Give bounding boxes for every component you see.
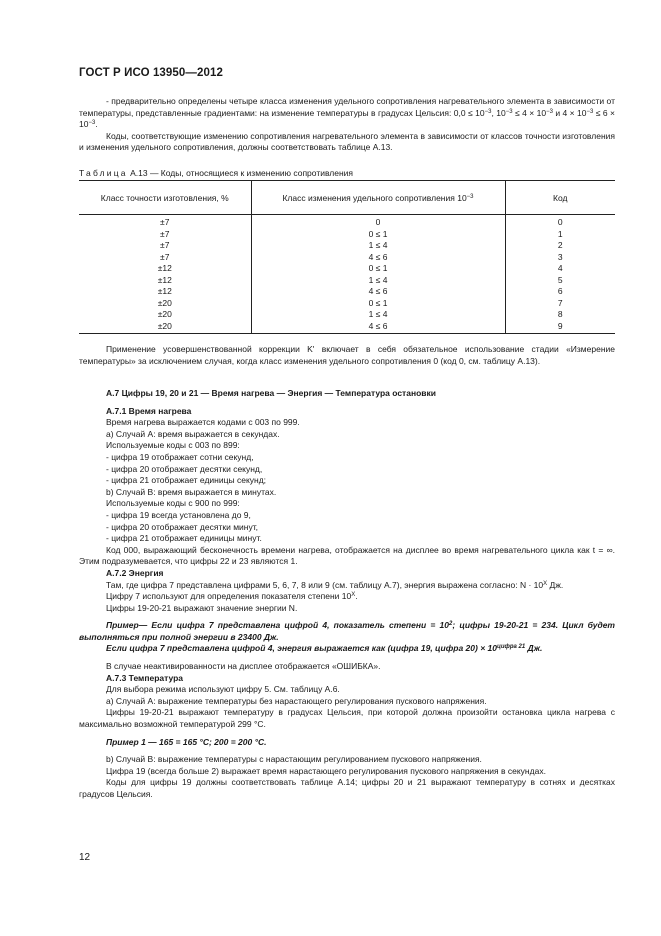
heating-line: - цифра 20 отображает десятки минут, [106, 521, 259, 532]
table-row [79, 252, 615, 264]
code000-paragraph: Код 000, выражающий бесконечность времени нагрева, отображается на дисплее во время нагревательного цикла как t = ∞. Этим подразумевается, что цифры 22 и 23 являются 1. [79, 544, 615, 567]
table-cell: 1 ≤ 4 [251, 240, 505, 252]
energy-example-2: Если цифра 7 представлена цифрой 4, энергия выражается как (цифра 19, цифра $20) \times 10^{цифра 21}$ Дж. [106, 643, 543, 654]
after-table-block [79, 344, 615, 367]
heating-line: - цифра 19 всегда установлена до 9, [106, 509, 251, 520]
temperature-line: Для выбора режима используют цифру 5. См. таблицу А.6. [106, 684, 340, 695]
table-cell: 1 ≤ 4 [251, 275, 505, 287]
intro-paragraph-2: Коды, соответствующие изменению сопротивления нагревательного элемента в зависимости от классов точности изготовления и изменения удельного сопротивления, должны соответствовать таблице А.13. [79, 130, 615, 153]
table-cell: 1 [505, 229, 615, 241]
table-cell: ±20 [79, 321, 251, 334]
heating-line: Используемые коды с 003 по 899: [106, 440, 240, 451]
section-a73-title: А.7.3 Температура [106, 672, 184, 683]
case-b-line: b) Случай В: выражение температуры с нарастающим регулированием пускового напряжения. [106, 754, 482, 765]
table-cell: ±7 [160, 240, 170, 250]
page-number: 12 [79, 852, 91, 863]
table-row [79, 240, 615, 252]
energy-paragraph-2: Цифру 7 используют для определения показателя степени $10^X$. [106, 591, 358, 602]
table-cell: 4 ≤ 6 [251, 286, 505, 298]
intro-paragraph-1: - предварительно определены четыре класса изменения удельного сопротивления нагревательного элемента в зависимости от температуры, представленные градиентами: на изменение температуры в градусах Цельсия: $0,0 \le 10^{-3}$, $10^{-3} \le 4 \times 10^{-3}$ и $4 \times 10^{-3} \le 6 \times 10^{-3}$. [79, 96, 615, 130]
heating-line: - цифра 21 отображает единицы секунд; [106, 475, 267, 486]
energy-paragraph-1: Там, где цифра 7 представлена цифрами 5, 6, 7, 8 или 9 (см. таблицу А.7), энергия выражена согласно: $N \cdot 10^X$ Дж. [106, 579, 564, 590]
error-paragraph: В случае неактивированности на дисплее отображается «ОШИБКА». [106, 661, 381, 672]
table-cell: ±7 [160, 251, 170, 262]
energy-example-1: Пример— Если цифра 7 представлена цифрой 4, показатель степени = $10^2$; цифры 19-20-21 = 234. Цикл будет выполняться при полной энергии в 23400 Дж. [79, 620, 615, 642]
section-a72-title: А.7.2 Энергия [106, 567, 164, 578]
table-cell: 2 [505, 240, 615, 252]
codes-table [79, 180, 615, 334]
table-cell: 8 [505, 309, 615, 321]
table-cell: 1 ≤ 4 [251, 309, 505, 321]
heating-line: b) Случай В: время выражается в минутах. [106, 486, 277, 497]
table-row [79, 263, 615, 275]
table-cell: ±20 [157, 309, 172, 319]
table-caption: Таблица А.13 — Коды, относящиеся к изменению сопротивления [79, 168, 354, 178]
final-paragraph: Коды для цифры 19 должны соответствовать таблице А.14; цифры 20 и 21 выражают температуру в сотнях и десятках градусов Цельсия. [79, 777, 615, 799]
table-header-row [79, 181, 615, 215]
table-row [79, 286, 615, 298]
table-cell: 0 ≤ 1 [251, 298, 505, 310]
table-header-resistivity: Класс изменения удельного сопротивления $10^{-3}$ [251, 181, 505, 215]
table-cell: ±7 [160, 228, 170, 239]
heating-line: - цифра 21 отображает единицы минут. [106, 533, 262, 544]
table-cell: 9 [505, 321, 615, 334]
table-cell: 0 ≤ 1 [251, 229, 505, 241]
table-cell: 5 [505, 275, 615, 287]
page-header-title: ГОСТ Р ИСО 13950—2012 [79, 67, 224, 79]
table-cell: ±12 [157, 263, 172, 273]
table-header-code: Код [505, 181, 615, 215]
case-b-paragraph: Цифра 19 (всегда больше 2) выражает время нарастающего регулирования пускового напряжения в секундах. [106, 765, 546, 776]
table-row [79, 215, 615, 229]
heating-line: - цифра 19 отображает сотни секунд, [106, 451, 254, 462]
table-cell: 0 ≤ 1 [251, 263, 505, 275]
temperature-paragraph: Цифры 19-20-21 выражают температуру в градусах Цельсия, при которой должна произойти остановка цикла нагрева с максимально возможной температурой 299 °С. [79, 707, 615, 730]
table-cell: 0 [505, 215, 615, 229]
section-a71-title: А.7.1 Время нагрева [106, 405, 192, 416]
intro-block [79, 96, 615, 154]
table-cell: 6 [505, 286, 615, 298]
table-cell: ±12 [157, 286, 172, 296]
table-row [79, 309, 615, 321]
correction-paragraph: Применение усовершенствованной коррекции K' включает в себя обязательное использование стадии «Измерение температуры» за исключением случая, когда класс изменения удельного сопротивления 0 (код 0, см. таблицу А.13). [79, 344, 615, 366]
table-row [79, 229, 615, 241]
temperature-example: Пример 1 — 165 = 165 °С; 200 = 200 °С. [106, 736, 267, 747]
temperature-line: а) Случай А: выражение температуры без нарастающего регулирования пускового напряжения. [106, 695, 487, 706]
heating-line: Время нагрева выражается кодами с 003 по 999. [106, 417, 300, 428]
table-row [79, 298, 615, 310]
table-cell: 3 [505, 252, 615, 264]
table-cell: ±7 [160, 217, 170, 227]
table-cell: 4 ≤ 6 [251, 252, 505, 264]
table-header-accuracy: Класс точности изготовления, % [79, 181, 251, 215]
table-cell: 7 [505, 298, 615, 310]
table-row [79, 321, 615, 334]
table-cell: ±12 [157, 274, 172, 285]
table-cell: ±20 [157, 297, 172, 308]
table-cell: 0 [251, 215, 505, 229]
table-row [79, 275, 615, 287]
energy-paragraph-3: Цифры 19-20-21 выражают значение энергии N. [106, 602, 298, 613]
section-a7-title: А.7 Цифры 19, 20 и 21 — Время нагрева — Энергия — Температура остановки [106, 388, 436, 398]
heating-line: а) Случай А: время выражается в секундах. [106, 428, 280, 439]
table-cell: 4 [505, 263, 615, 275]
heating-line: Используемые коды с 900 по 999: [106, 498, 240, 509]
table-cell: 4 ≤ 6 [251, 321, 505, 334]
heating-line: - цифра 20 отображает десятки секунд, [106, 463, 263, 474]
section-a7 [79, 388, 615, 801]
